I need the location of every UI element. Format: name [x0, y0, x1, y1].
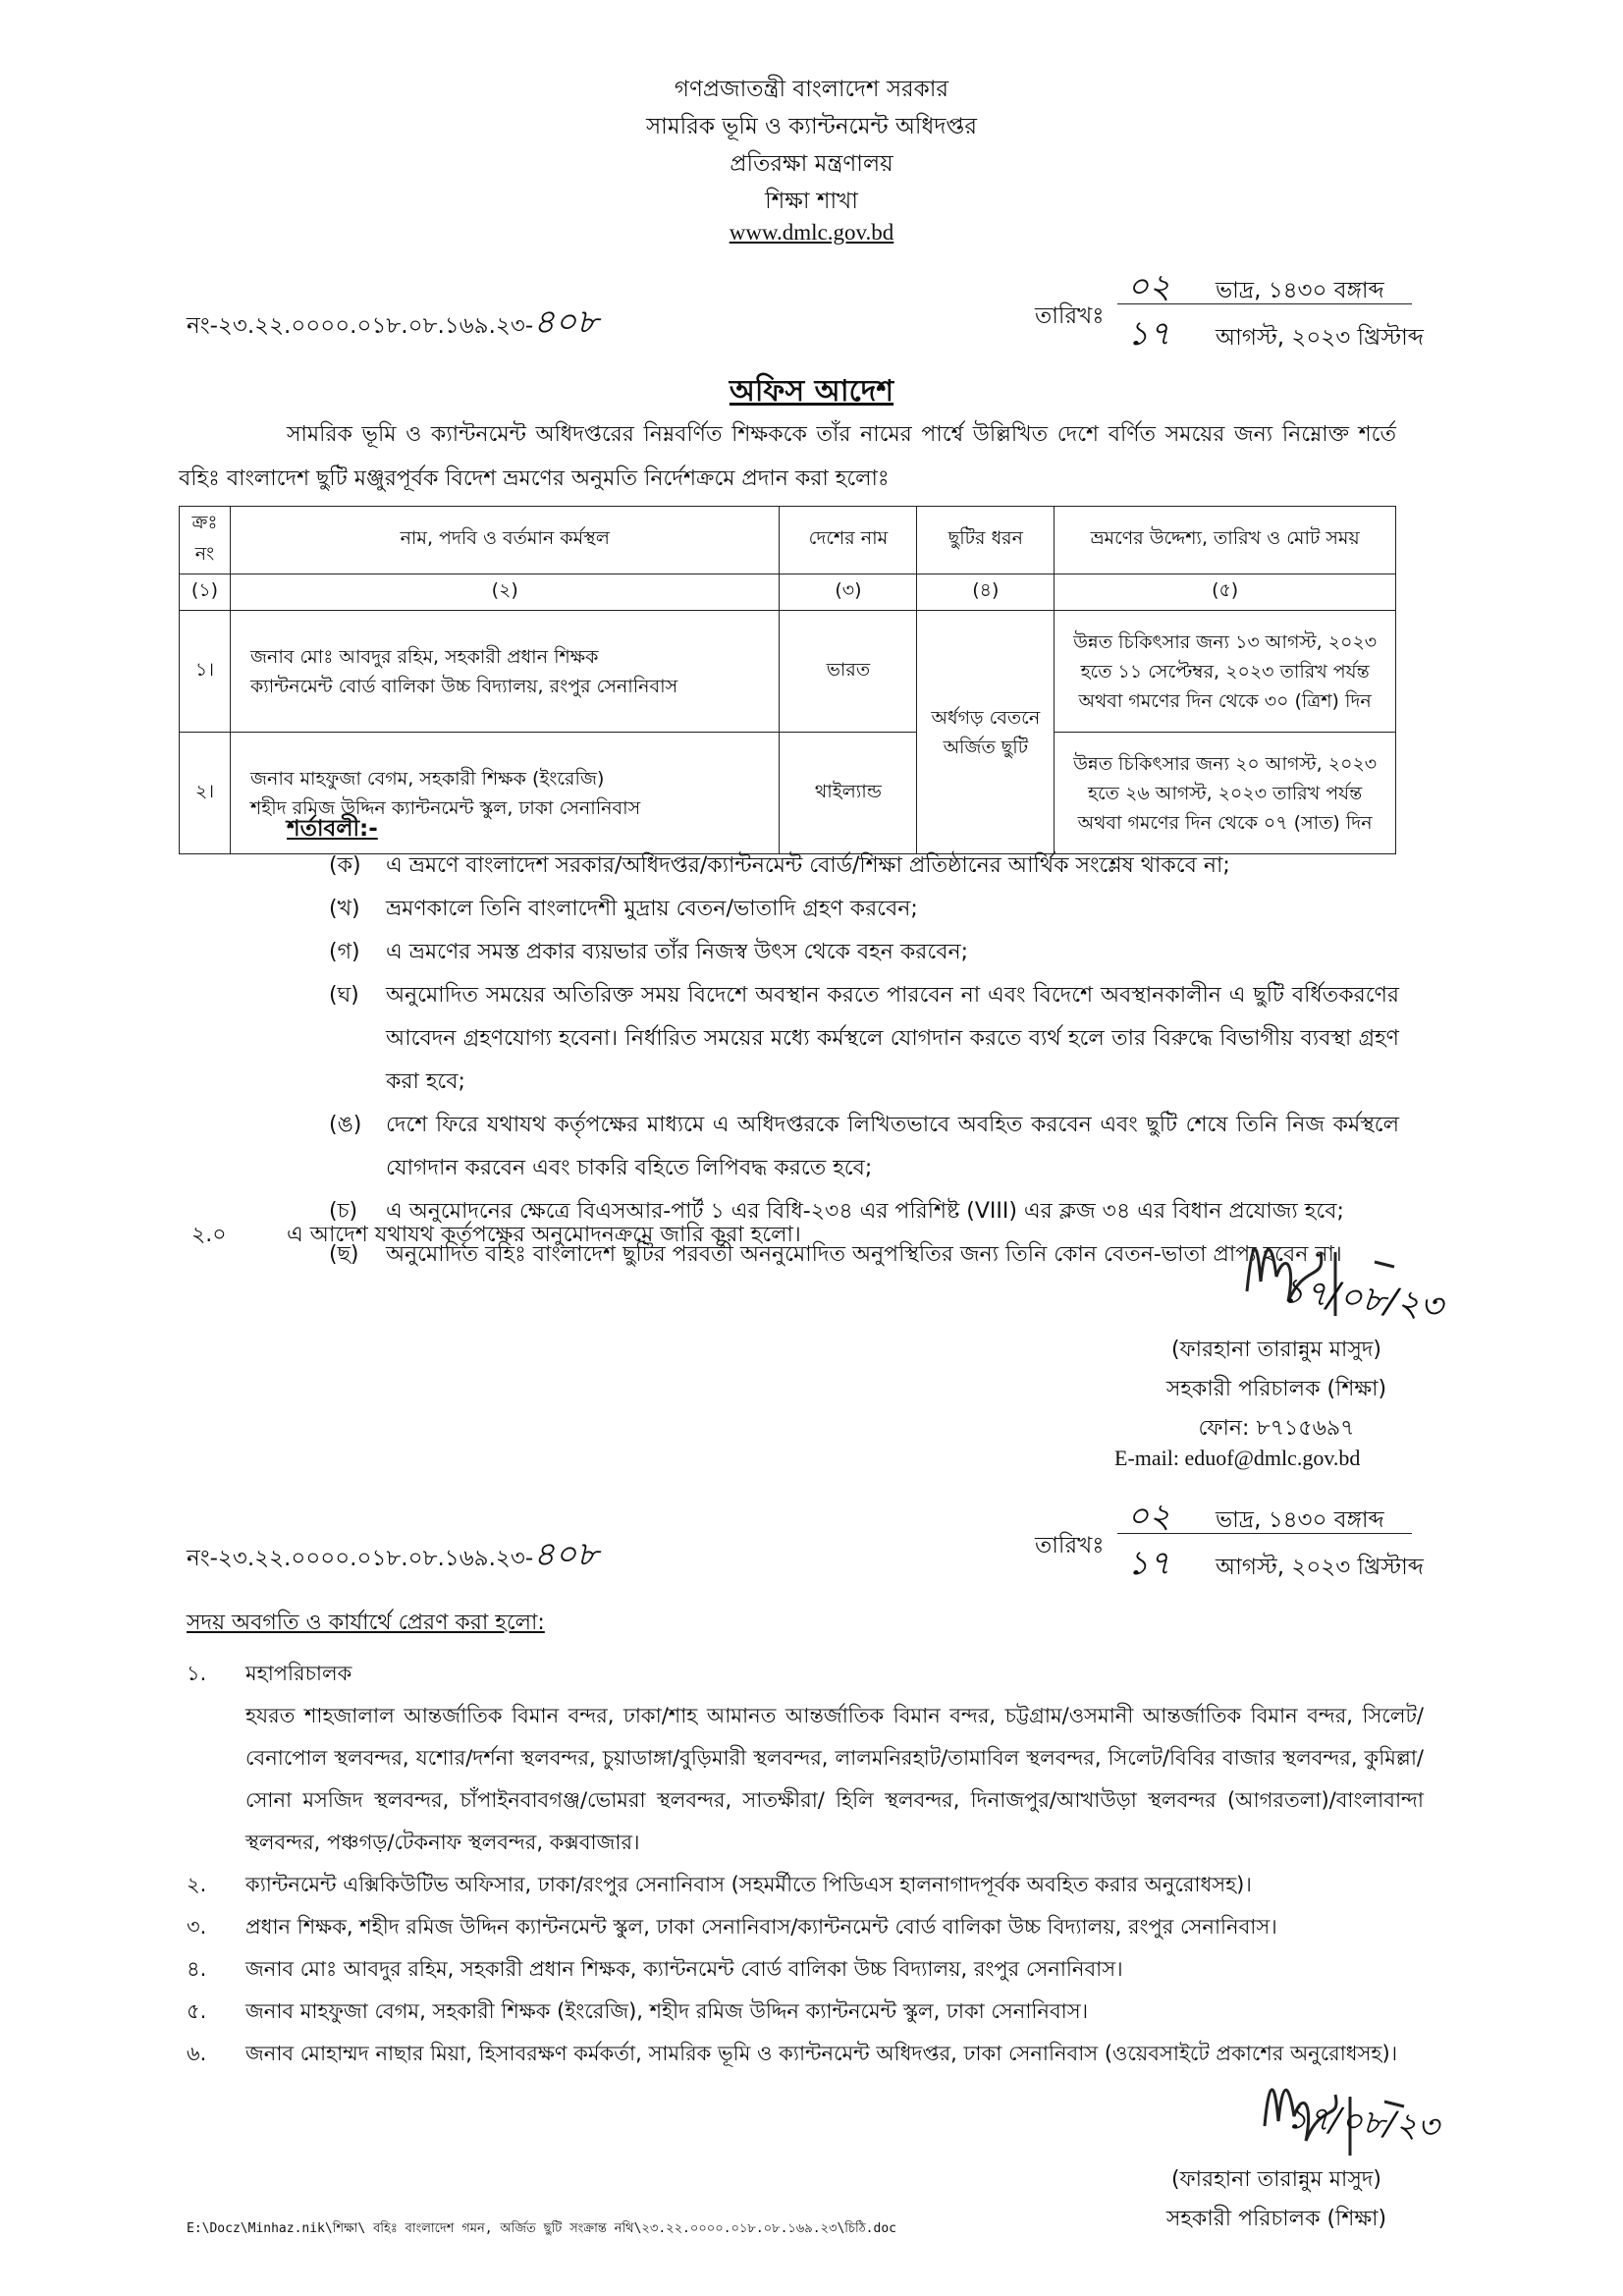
date-bangla-day: ০২: [1127, 267, 1171, 306]
list-item-text: ক্যান্টনমেন্ট এক্সিকিউটিভ অফিসার, ঢাকা/রংপুর সেনানিবাস (সহমর্মীতে পিডিএস হালনাগাদপূর্বক অবহিত করার অনুরোধসহ)।: [245, 1873, 1252, 1896]
date-divider: [1117, 303, 1412, 304]
condition-item: [329, 1104, 1399, 1190]
condition-text: অনুমোদিত সময়ের অতিরিক্ত সময় বিদেশে অবস্থান করতে পারবেন না এবং বিদেশে অবস্থানকালীন এ ছুটি বর্ধিতকরণের আবেদন গ্রহণযোগ্য হবেনা। নির্ধারিত সময়ের মধ্যে কর্মস্থলে যোগদান করতে ব্যর্থ হলে তার বিরুদ্ধে বিভাগীয় ব্যবস্থা গ্রহণ করা হবে;: [386, 983, 1399, 1094]
memo-ref-number: নং-২৩.২২.০০০০.০১৮.০৮.১৬৯.২৩-: [187, 313, 534, 339]
distribution-heading: সদয় অবগতি ও কার্যার্থে প্রেরণ করা হলো:: [187, 1611, 545, 1635]
signatory-designation: সহকারী পরিচালক (শিক্ষা): [1165, 1377, 1387, 1401]
list-item-number: ৩.: [187, 1915, 207, 1939]
leave-type-cell: অর্ধগড় বেতনে অর্জিত ছুটি: [917, 611, 1055, 854]
condition-text: অনুমোদিত বহিঃ বাংলাদেশ ছুটির পরবর্তী অননুমোদিত অনুপস্থিতির জন্য তিনি কোন বেতন-ভাতা প্রাপ্য হবেন না।: [386, 1242, 1342, 1267]
date-english: [1127, 308, 1424, 364]
conditions-heading: শর্তাবলী:-: [287, 816, 378, 842]
date-english-rest: আগস্ট, ২০২৩ খ্রিস্টাব্দ: [1216, 325, 1424, 351]
signatory-email[interactable]: E-mail: eduof@dmlc.gov.bd: [1114, 1446, 1361, 1470]
signatory-phone: ফোন: ৮৭১৫৬৯৭: [1198, 1416, 1355, 1441]
conditions-list: [329, 845, 1399, 1277]
condition-text: এ অনুমোদনের ক্ষেত্রে বিএসআর-পার্ট ১ এর বিধি-২৩৪ এর পরিশিষ্ট (VIII) এর ক্লজ ৩৪ এর বিধান প্রযোজ্য হবে;: [386, 1199, 1344, 1224]
column-number: (২): [230, 574, 779, 611]
column-number: (১): [180, 574, 231, 611]
purpose-cell: উন্নত চিকিৎসার জন্য ১৩ আগস্ট, ২০২৩ হতে ১১ সেপ্টেম্বর, ২০২৩ তারিখ পর্যন্ত অথবা গমণের দিন থেকে ৩০ (ত্রিশ) দিন: [1055, 611, 1396, 733]
condition-item: [329, 931, 1399, 974]
signature-block-2: [1114, 2160, 1438, 2239]
list-item: [187, 1653, 1424, 1864]
condition-label: (ঙ): [329, 1113, 362, 1137]
list-item-text: মহাপরিচালক: [245, 1662, 352, 1685]
list-item-number: ২.: [187, 1873, 207, 1896]
list-item-number: ৫.: [187, 1999, 207, 2023]
condition-text: দেশে ফিরে যথাযথ কর্তৃপক্ষের মাধ্যমে এ অধিদপ্তরকে লিখিতভাবে অবহিত করবেন এবং ছুটি শেষে তিনি নিজ কর্মস্থলে যোগদান করবেন এবং চাকরি বহিতে লিপিবদ্ধ করতে হবে;: [386, 1113, 1399, 1180]
leave-table: [179, 506, 1396, 854]
purpose-cell: উন্নত চিকিৎসার জন্য ২০ আগস্ট, ২০২৩ হতে ২৬ আগস্ট, ২০২৩ তারিখ পর্যন্ত অথবা গমণের দিন থেকে ০৭ (সাত) দিন: [1055, 733, 1396, 854]
country-cell: থাইল্যান্ড: [780, 733, 917, 854]
memo-reference: [187, 297, 598, 353]
website-link[interactable]: www.dmlc.gov.bd: [729, 220, 894, 245]
order-number: ২.০: [191, 1223, 227, 1247]
department-name: সামরিক ভূমি ও ক্যান্টনমেন্ট অধিদপ্তর: [645, 114, 977, 139]
dist-date-label: তারিখঃ: [1035, 1533, 1105, 1558]
signature-date-2: ১৭/০৮/২৩: [1284, 2097, 1440, 2148]
date-bangla-rest: ভাদ্র, ১৪৩০ বঙ্গাব্দ: [1216, 278, 1384, 303]
column-header: ভ্রমণের উদ্দেশ্য, তারিখ ও মোট সময়: [1055, 507, 1396, 574]
column-header: নাম, পদবি ও বর্তমান কর্মস্থল: [230, 507, 779, 574]
condition-text: এ ভ্রমণে বাংলাদেশ সরকার/অধিদপ্তর/ক্যান্টনমেন্ট বোর্ড/শিক্ষা প্রতিষ্ঠানের আর্থিক সংশ্লেষ থাকবে না;: [386, 853, 1230, 878]
column-header: ছুটির ধরন: [917, 507, 1055, 574]
column-header: ক্রঃ নং: [180, 507, 231, 574]
intro-paragraph: সামরিক ভূমি ও ক্যান্টনমেন্ট অধিদপ্তরের নিম্নবর্ণিত শিক্ষককে তাঁর নামের পার্শ্বে উল্লিখিত দেশে বর্ণিত সময়ের জন্য নিম্নোক্ত শর্তে বহিঃ বাংলাদেশ ছুটি মঞ্জুরপূর্বক বিদেশ ভ্রমণের অনুমতি নির্দেশক্রমে প্রদান করা হলোঃ: [179, 422, 1396, 491]
signatory-designation-2: সহকারী পরিচালক (শিক্ষা): [1165, 2207, 1387, 2231]
order-text: এ আদেশ যথাযথ কর্তৃপক্ষের অনুমোদনক্রমে জারি করা হলো।: [287, 1223, 801, 1247]
dist-ref-number: নং-২৩.২২.০০০০.০১৮.০৮.১৬৯.২৩-: [187, 1546, 534, 1571]
condition-text: এ ভ্রমণের সমস্ত প্রকার ব্যয়ভার তাঁর নিজস্ব উৎস থেকে বহন করবেন;: [386, 940, 968, 964]
order-title: [0, 367, 1623, 417]
signature-block: [1114, 1331, 1438, 1449]
signatory-name: (ফারহানা তারান্নুম মাসুদ): [1171, 1338, 1381, 1362]
condition-label: (ছ): [329, 1242, 359, 1267]
list-item: [187, 1948, 1424, 1991]
list-item: [187, 1906, 1424, 1948]
employee-name: জনাব মোঃ আবদুর রহিম, সহকারী প্রধান শিক্ষক: [249, 645, 599, 668]
list-item-subtext: হযরত শাহজালাল আন্তর্জাতিক বিমান বন্দর, ঢাকা/শাহ আমানত আন্তর্জাতিক বিমান বন্দর, চট্টগ্রাম/ওসমানী আন্তর্জাতিক বিমান বন্দর, সিলেট/বেনাপোল স্থলবন্দর, যশোর/দর্শনা স্থলবন্দর, চুয়াডাঙ্গা/বুড়িমারী স্থলবন্দর, লালমনিরহাট/তামাবিল স্থলবন্দর, সিলেট/বিবির বাজার স্থলবন্দর, কুমিল্লা/সোনা মসজিদ স্থলবন্দর, চাঁপাইনবাবগঞ্জ/ভোমরা স্থলবন্দর, সাতক্ষীরা/ হিলি স্থলবন্দর, দিনাজপুর/আখাউড়া স্থলবন্দর (আগরতলা)/বাংলাবান্দা স্থলবন্দর, পঞ্চগড়/টেকনাফ স্থলবন্দর, কক্সবাজার।: [245, 1704, 1424, 1854]
column-header: দেশের নাম: [780, 507, 917, 574]
list-item-text: জনাব মোহাম্মদ নাছার মিয়া, হিসাবরক্ষণ কর্মকর্তা, সামরিক ভূমি ও ক্যান্টনমেন্ট অধিদপ্তর, ঢাকা সেনানিবাস (ওয়েবসাইটে প্রকাশের অনুরোধসহ)।: [245, 2042, 1398, 2065]
column-number: (৪): [917, 574, 1055, 611]
condition-text: ভ্রমণকালে তিনি বাংলাদেশী মুদ্রায় বেতন/ভাতাদি গ্রহণ করবেন;: [386, 897, 918, 921]
dist-date-english-rest: আগস্ট, ২০২৩ খ্রিস্টাব্দ: [1216, 1555, 1424, 1580]
signatory-name-2: (ফারহানা তারান্নুম মাসুদ): [1171, 2167, 1381, 2192]
govt-name: গণপ্রজাতন্ত্রী বাংলাদেশ সরকার: [674, 77, 949, 102]
date-label: তারিখঃ: [1035, 303, 1105, 329]
list-item-text: প্রধান শিক্ষক, শহীদ রমিজ উদ্দিন ক্যান্টনমেন্ট স্কুল, ঢাকা সেনানিবাস/ক্যান্টনমেন্ট বোর্ড বালিকা উচ্চ বিদ্যালয়, রংপুর সেনানিবাস।: [245, 1915, 1277, 1939]
list-item: [187, 1991, 1424, 2033]
date-english-day: ১৭: [1127, 314, 1171, 354]
list-item-number: ৪.: [187, 1957, 207, 1981]
column-number: (৩): [780, 574, 917, 611]
list-item: [187, 2033, 1424, 2075]
condition-label: (খ): [329, 897, 360, 921]
table-header-row: [180, 507, 1396, 574]
employee-name: জনাব মাহফুজা বেগম, সহকারী শিক্ষক (ইংরেজি): [249, 767, 605, 790]
condition-item: [329, 888, 1399, 931]
table-colnum-row: [180, 574, 1396, 611]
country-cell: ভারত: [780, 611, 917, 733]
dist-date-english-day: ১৭: [1127, 1544, 1171, 1583]
list-item: [187, 1864, 1424, 1906]
list-item-number: ১.: [187, 1662, 207, 1685]
condition-label: (ক): [329, 853, 361, 878]
serial-cell: ১।: [180, 611, 231, 733]
table-row: [180, 611, 1396, 733]
file-path-footer: E:\Docz\Minhaz.nik\শিক্ষা\ বহিঃ বাংলাদেশ গমন, অর্জিত ছুটি সংক্রান্ত নথি\২৩.২২.০০০০.০১৮.০৮.১৬৯.২৩\চিঠি.doc: [187, 2221, 896, 2236]
serial-cell: ২।: [180, 733, 231, 854]
list-item-text: জনাব মাহফুজা বেগম, সহকারী শিক্ষক (ইংরেজি), শহীদ রমিজ উদ্দিন ক্যান্টনমেন্ট স্কুল, ঢাকা সেনানিবাস।: [245, 1999, 1089, 2023]
employee-workplace: শহীদ রমিজ উদ্দিন ক্যান্টনমেন্ট স্কুল, ঢাকা সেনানিবাস: [249, 796, 641, 819]
ministry-name: প্রতিরক্ষা মন্ত্রণালয়: [730, 151, 893, 177]
distribution-list: [187, 1653, 1424, 2075]
condition-label: (চ): [329, 1199, 358, 1224]
list-item-number: ৬.: [187, 2042, 207, 2065]
dist-date-bangla-day: ০২: [1127, 1497, 1171, 1536]
employee-workplace: ক্যান্টনমেন্ট বোর্ড বালিকা উচ্চ বিদ্যালয়, রংপুর সেনানিবাস: [249, 675, 678, 697]
condition-item: [329, 845, 1399, 888]
dist-reference: [187, 1529, 598, 1585]
dist-date-bangla-rest: ভাদ্র, ১৪৩০ বঙ্গাব্দ: [1216, 1507, 1384, 1533]
column-number: (৫): [1055, 574, 1396, 611]
list-item-text: জনাব মোঃ আবদুর রহিম, সহকারী প্রধান শিক্ষক, ক্যান্টনমেন্ট বোর্ড বালিকা উচ্চ বিদ্যালয়, রংপুর সেনানিবাস।: [245, 1957, 1123, 1981]
signature-date: ১৭/০৮/২৩: [1279, 1270, 1445, 1328]
condition-item: [329, 974, 1399, 1104]
dist-ref-handwritten: ৪০৮: [533, 1535, 599, 1574]
dist-date-english: [1127, 1538, 1424, 1594]
dist-date-divider: [1117, 1533, 1412, 1534]
name-cell: [230, 611, 779, 733]
memo-ref-handwritten: ৪০৮: [533, 302, 599, 342]
order-title-text: অফিস আদেশ: [729, 374, 894, 409]
branch-name: শিক্ষা শাখা: [765, 189, 858, 214]
condition-label: (গ): [329, 940, 360, 964]
condition-label: (ঘ): [329, 983, 359, 1008]
